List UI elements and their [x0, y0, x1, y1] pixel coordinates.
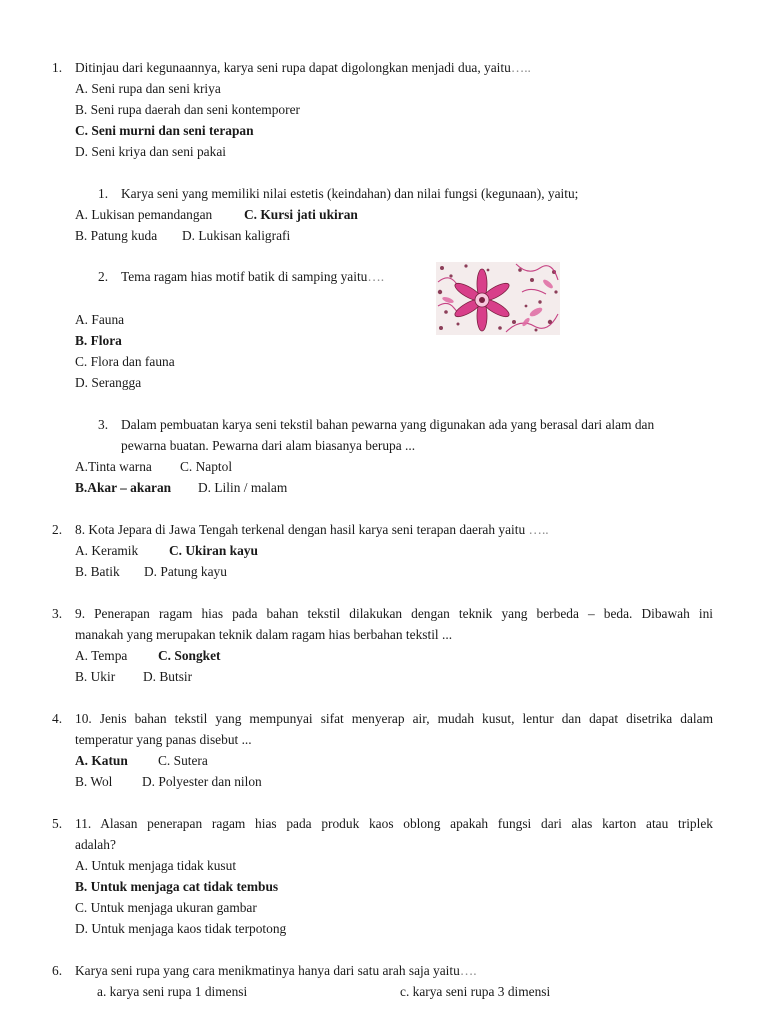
- q1-stem-dots: …..: [510, 60, 531, 75]
- batik-motif-image: [436, 262, 560, 335]
- q5-option-c: C. Untuk menjaga ukuran gambar: [75, 900, 257, 915]
- s3-number: 3.: [98, 417, 109, 432]
- q6-option-c: c. karya seni rupa 3 dimensi: [400, 984, 551, 999]
- q4-stem-line1: 10. Jenis bahan tekstil yang mempunyai sifat menyerap air, mudah kusut, lentur dan dapat disetrika dalam: [75, 711, 713, 726]
- s3-stem-line2: pewarna buatan. Pewarna dari alam biasanya berupa ...: [121, 438, 416, 453]
- s2-stem: [121, 269, 384, 285]
- q3-number: 3.: [52, 606, 63, 621]
- q5-option-a: A. Untuk menjaga tidak kusut: [75, 858, 237, 873]
- q6-stem-dots: ….: [459, 963, 477, 978]
- q3-option-a: A. Tempa: [75, 648, 128, 663]
- s3-option-b-answer: B.Akar – akaran: [75, 480, 172, 495]
- q5-stem-line2: adalah?: [75, 837, 116, 852]
- q1-option-d: D. Seni kriya dan seni pakai: [75, 144, 226, 159]
- s2-option-d: D. Serangga: [75, 375, 142, 390]
- q3-option-b: B. Ukir: [75, 669, 116, 684]
- q6-option-a: a. karya seni rupa 1 dimensi: [97, 984, 248, 999]
- q2-option-b: B. Batik: [75, 564, 120, 579]
- s2-stem-text: Tema ragam hias motif batik di samping yaitu: [121, 269, 368, 284]
- q4-number: 4.: [52, 711, 63, 726]
- q3-option-c-answer: C. Songket: [158, 648, 221, 663]
- q2-stem: [75, 522, 549, 538]
- q5-number: 5.: [52, 816, 63, 831]
- q2-option-c-answer: C. Ukiran kayu: [169, 543, 258, 558]
- s2-option-a: A. Fauna: [75, 312, 125, 327]
- s3-stem-line1: Dalam pembuatan karya seni tekstil bahan pewarna yang digunakan ada yang berasal dari alam dan: [121, 417, 655, 432]
- batik-background: [436, 262, 560, 335]
- s3-option-d: D. Lilin / malam: [198, 480, 288, 495]
- q1-option-b: B. Seni rupa daerah dan seni kontemporer: [75, 102, 300, 117]
- s3-option-a: A.Tinta warna: [75, 459, 152, 474]
- s1-number: 1.: [98, 186, 109, 201]
- q1-option-c-answer: C. Seni murni dan seni terapan: [75, 123, 254, 138]
- q4-stem-line2: temperatur yang panas disebut ...: [75, 732, 252, 747]
- q3-stem-line2: manakah yang merupakan teknik dalam ragam hias berbahan tekstil ...: [75, 627, 453, 642]
- q3-stem-line1: 9. Penerapan ragam hias pada bahan tekstil dilakukan dengan teknik yang berbeda – beda. Dibawah ini: [75, 606, 713, 621]
- q4-option-a-answer: A. Katun: [75, 753, 128, 768]
- q1-stem-text: Ditinjau dari kegunaannya, karya seni rupa dapat digolongkan menjadi dua, yaitu: [75, 60, 511, 75]
- s2-option-b-answer: B. Flora: [75, 333, 122, 348]
- s1-option-d: D. Lukisan kaligrafi: [182, 228, 291, 243]
- s2-option-c: C. Flora dan fauna: [75, 354, 175, 369]
- s2-number: 2.: [98, 269, 109, 284]
- s1-option-c-answer: C. Kursi jati ukiran: [244, 207, 358, 222]
- q4-option-c: C. Sutera: [158, 753, 208, 768]
- q6-stem-text: Karya seni rupa yang cara menikmatinya hanya dari satu arah saja yaitu: [75, 963, 460, 978]
- q6-number: 6.: [52, 963, 63, 978]
- q5-option-d: D. Untuk menjaga kaos tidak terpotong: [75, 921, 287, 936]
- q5-option-b-answer: B. Untuk menjaga cat tidak tembus: [75, 879, 279, 894]
- q2-option-a: A. Keramik: [75, 543, 139, 558]
- q2-stem-text: 8. Kota Jepara di Jawa Tengah terkenal dengan hasil karya seni terapan daerah yaitu: [75, 522, 526, 537]
- q2-option-d: D. Patung kayu: [144, 564, 227, 579]
- q5-stem-line1: 11. Alasan penerapan ragam hias pada produk kaos oblong apakah fungsi dari alas karton atau triplek: [75, 816, 713, 831]
- q4-option-d: D. Polyester dan nilon: [142, 774, 262, 789]
- q1-number: 1.: [52, 60, 63, 75]
- q6-stem: [75, 963, 477, 979]
- s1-option-a: A. Lukisan pemandangan: [75, 207, 213, 222]
- q3-option-d: D. Butsir: [143, 669, 193, 684]
- s1-stem: Karya seni yang memiliki nilai estetis (keindahan) dan nilai fungsi (kegunaan), yaitu;: [121, 186, 579, 201]
- q2-number: 2.: [52, 522, 63, 537]
- q2-stem-dots: …..: [528, 522, 549, 537]
- s1-option-b: B. Patung kuda: [75, 228, 158, 243]
- q1-stem: [75, 60, 531, 76]
- batik-flower-center: [475, 293, 489, 307]
- q1-option-a: A. Seni rupa dan seni kriya: [75, 81, 221, 96]
- q4-option-b: B. Wol: [75, 774, 113, 789]
- s3-option-c: C. Naptol: [180, 459, 233, 474]
- s2-stem-dots: ….: [367, 269, 385, 284]
